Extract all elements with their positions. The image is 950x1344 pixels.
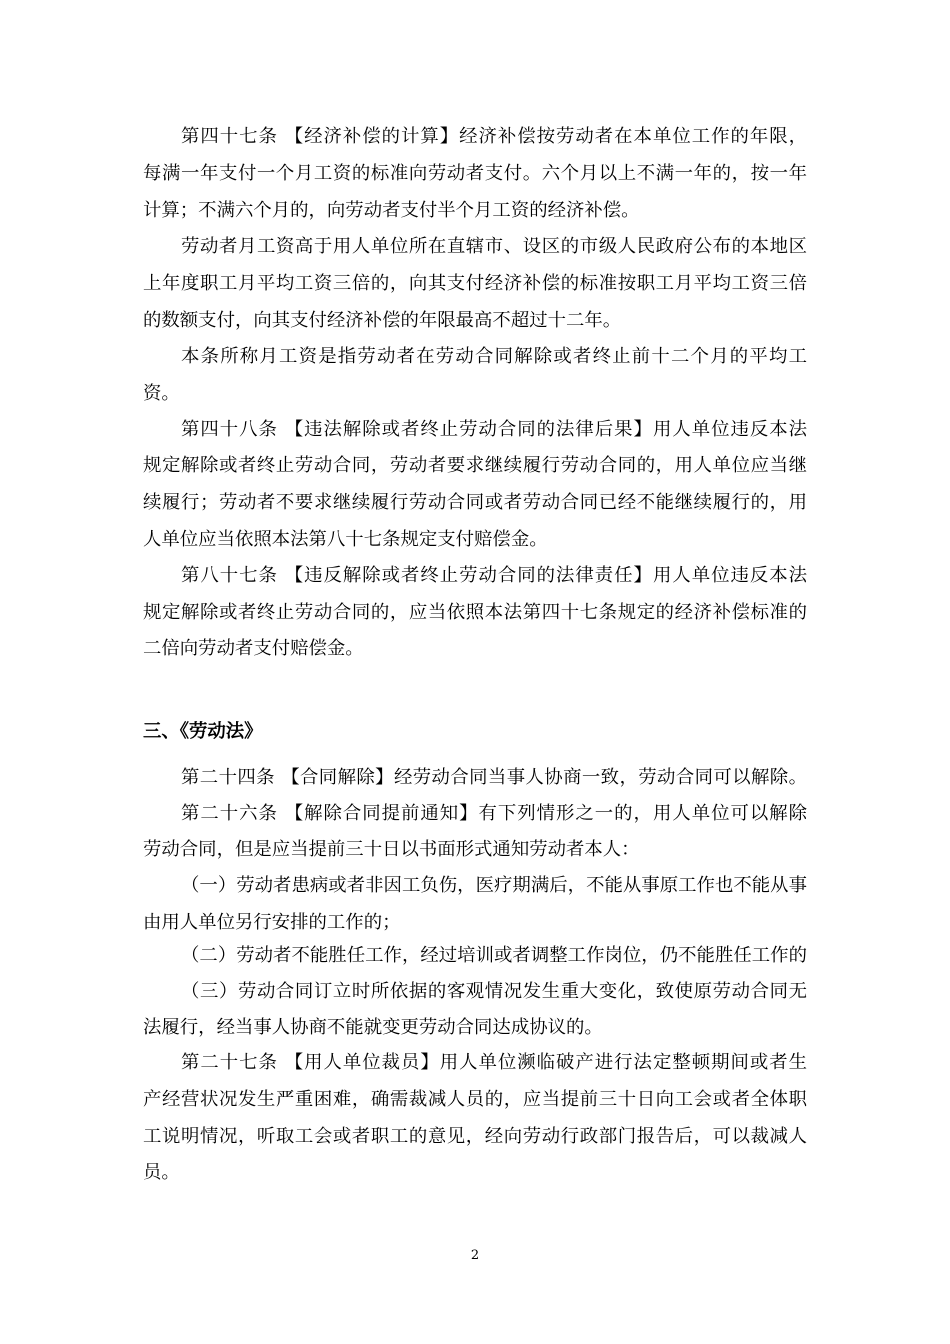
text-line: 劳动者月工资高于用人单位所在直辖市、设区的市级人民政府公布的本地区 [181,236,807,257]
text-line: 工说明情况，听取工会或者职工的意见，经向劳动行政部门报告后，可以裁减人 [143,1126,807,1147]
text-line: 第四十七条 【经济补偿的计算】经济补偿按劳动者在本单位工作的年限， [181,126,807,147]
text-line: 劳动合同，但是应当提前三十日以书面形式通知劳动者本人： [143,839,640,860]
text-line: 的数额支付，向其支付经济补偿的年限最高不超过十二年。 [143,310,622,331]
text-line: 二倍向劳动者支付赔偿金。 [143,638,364,659]
text-line: 本条所称月工资是指劳动者在劳动合同解除或者终止前十二个月的平均工 [181,346,807,367]
page-number: 2 [470,1248,480,1263]
text-line: （二）劳动者不能胜任工作，经过培训或者调整工作岗位，仍不能胜任工作的 [181,945,807,966]
text-line: （三）劳动合同订立时所依据的客观情况发生重大变化，致使原劳动合同无 [181,981,807,1002]
text-line: 由用人单位另行安排的工作的； [143,912,401,933]
text-line: 第二十七条 【用人单位裁员】用人单位濒临破产进行法定整顿期间或者生 [181,1052,807,1073]
text-line: 计算；不满六个月的，向劳动者支付半个月工资的经济补偿。 [143,200,640,221]
text-line: 续履行；劳动者不要求继续履行劳动合同或者劳动合同已经不能继续履行的，用 [143,492,807,513]
text-line: 第四十八条 【违法解除或者终止劳动合同的法律后果】用人单位违反本法 [181,419,807,440]
text-line: 人单位应当依照本法第八十七条规定支付赔偿金。 [143,529,548,550]
text-line: 员。 [143,1162,180,1183]
text-line: 产经营状况发生严重困难，确需裁减人员的，应当提前三十日向工会或者全体职 [143,1089,807,1110]
text-line: 资。 [143,383,180,404]
text-line: 每满一年支付一个月工资的标准向劳动者支付。六个月以上不满一年的，按一年 [143,163,807,184]
text-line: （一）劳动者患病或者非因工负伤，医疗期满后，不能从事原工作也不能从事 [181,875,807,896]
text-line: 第二十四条 【合同解除】经劳动合同当事人协商一致，劳动合同可以解除。 [181,767,807,788]
text-line: 第八十七条 【违反解除或者终止劳动合同的法律责任】用人单位违反本法 [181,565,807,586]
text-line: 法履行，经当事人协商不能就变更劳动合同达成协议的。 [143,1017,603,1038]
text-line: 上年度职工月平均工资三倍的，向其支付经济补偿的标准按职工月平均工资三倍 [143,273,807,294]
text-line: 第二十六条 【解除合同提前通知】有下列情形之一的，用人单位可以解除 [181,803,807,824]
text-line: 规定解除或者终止劳动合同的，应当依照本法第四十七条规定的经济补偿标准的 [143,602,807,623]
section-heading: 三、《劳动法》 [143,721,263,742]
text-line: 规定解除或者终止劳动合同，劳动者要求继续履行劳动合同的，用人单位应当继 [143,455,807,476]
